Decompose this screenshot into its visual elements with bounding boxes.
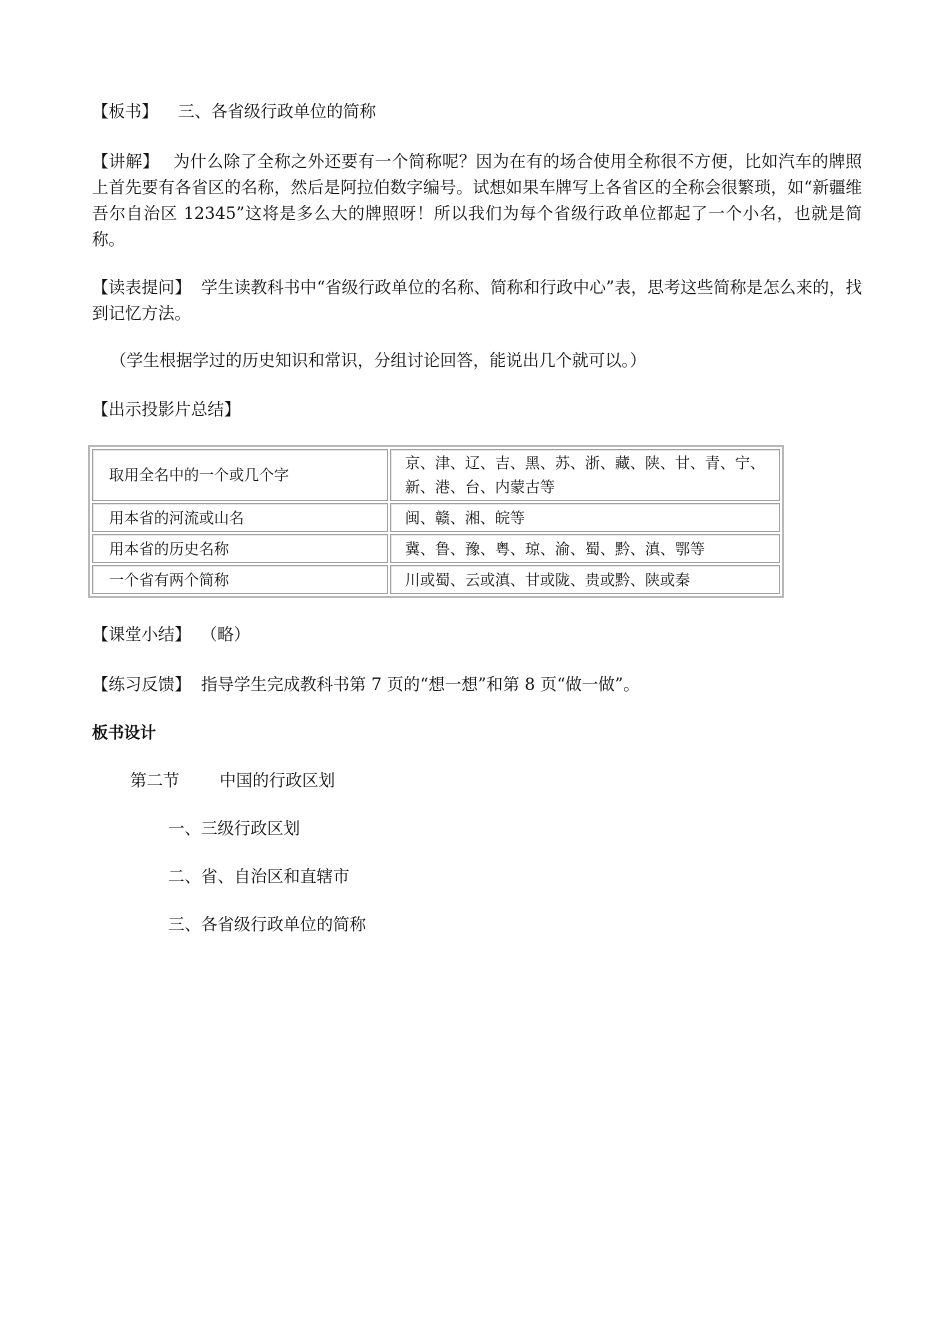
- dubiao-tag: 【读表提问】: [92, 278, 192, 297]
- table-cell-method: 取用全名中的一个或几个字: [92, 449, 388, 501]
- table-cell-method: 一个省有两个简称: [92, 565, 388, 594]
- board-design-section: [130, 768, 335, 794]
- board-design-item: 三、各省级行政单位的简称: [168, 915, 366, 934]
- table-cell-examples: 川或蜀、云或滇、甘或陇、贵或黔、陕或秦: [390, 565, 780, 594]
- summary-line: [92, 622, 250, 648]
- board-design-item: 一、三级行政区划: [168, 819, 300, 838]
- table-cell-method: 用本省的河流或山名: [92, 503, 388, 532]
- table-row: [92, 503, 780, 532]
- dubiao-text: 学生读教科书中“省级行政单位的名称、简称和行政中心”表，思考这些简称是怎么来的，找到记忆方法。: [92, 278, 863, 323]
- banshu-line: [92, 99, 376, 125]
- student-note: （学生根据学过的历史知识和常识，分组讨论回答，能说出几个就可以。）: [110, 351, 647, 370]
- banshu-tag: 【板书】: [92, 102, 158, 121]
- summary-text: （略）: [209, 625, 251, 644]
- board-design-item: 二、省、自治区和直辖市: [168, 867, 350, 886]
- projection-title: 【出示投影片总结】: [92, 400, 241, 419]
- practice-text: 指导学生完成教科书第 7 页的“想一想”和第 8 页“做一做”。: [201, 675, 640, 694]
- practice-tag: 【练习反馈】: [92, 675, 191, 694]
- banshu-text: 三、各省级行政单位的简称: [178, 102, 376, 121]
- table-cell-method: 用本省的历史名称: [92, 534, 388, 563]
- explanation-paragraph: [92, 149, 862, 253]
- section-number: 第二节: [130, 771, 180, 790]
- jiangjie-tag: 【讲解】: [92, 152, 160, 171]
- table-row: [92, 534, 780, 563]
- section-title: 中国的行政区划: [219, 771, 335, 790]
- table-row: [92, 449, 780, 501]
- summary-tag: 【课堂小结】: [92, 625, 191, 644]
- practice-line: [92, 672, 640, 698]
- board-design-heading: 板书设计: [92, 723, 157, 742]
- table-cell-examples: 京、津、辽、吉、黑、苏、浙、藏、陕、甘、青、宁、新、港、台、内蒙古等: [390, 449, 780, 501]
- jiangjie-text: 为什么除了全称之外还要有一个简称呢？因为在有的场合使用全称很不方便，比如汽车的牌照上首先要有各省区的名称，然后是阿拉伯数字编号。试想如果车牌写上各省区的全称会很繁琐，如“新疆维吾尔自治区 12345”这将是多么大的牌照呀！所以我们为每个省级行政单位都起了一个小名，也就是简称。: [92, 152, 863, 249]
- table-cell-examples: 冀、鲁、豫、粤、琼、渝、蜀、黔、滇、鄂等: [390, 534, 780, 563]
- table-cell-examples: 闽、赣、湘、皖等: [390, 503, 780, 532]
- table-row: [92, 565, 780, 594]
- reading-question-paragraph: [92, 275, 862, 327]
- abbreviation-table: [88, 445, 784, 598]
